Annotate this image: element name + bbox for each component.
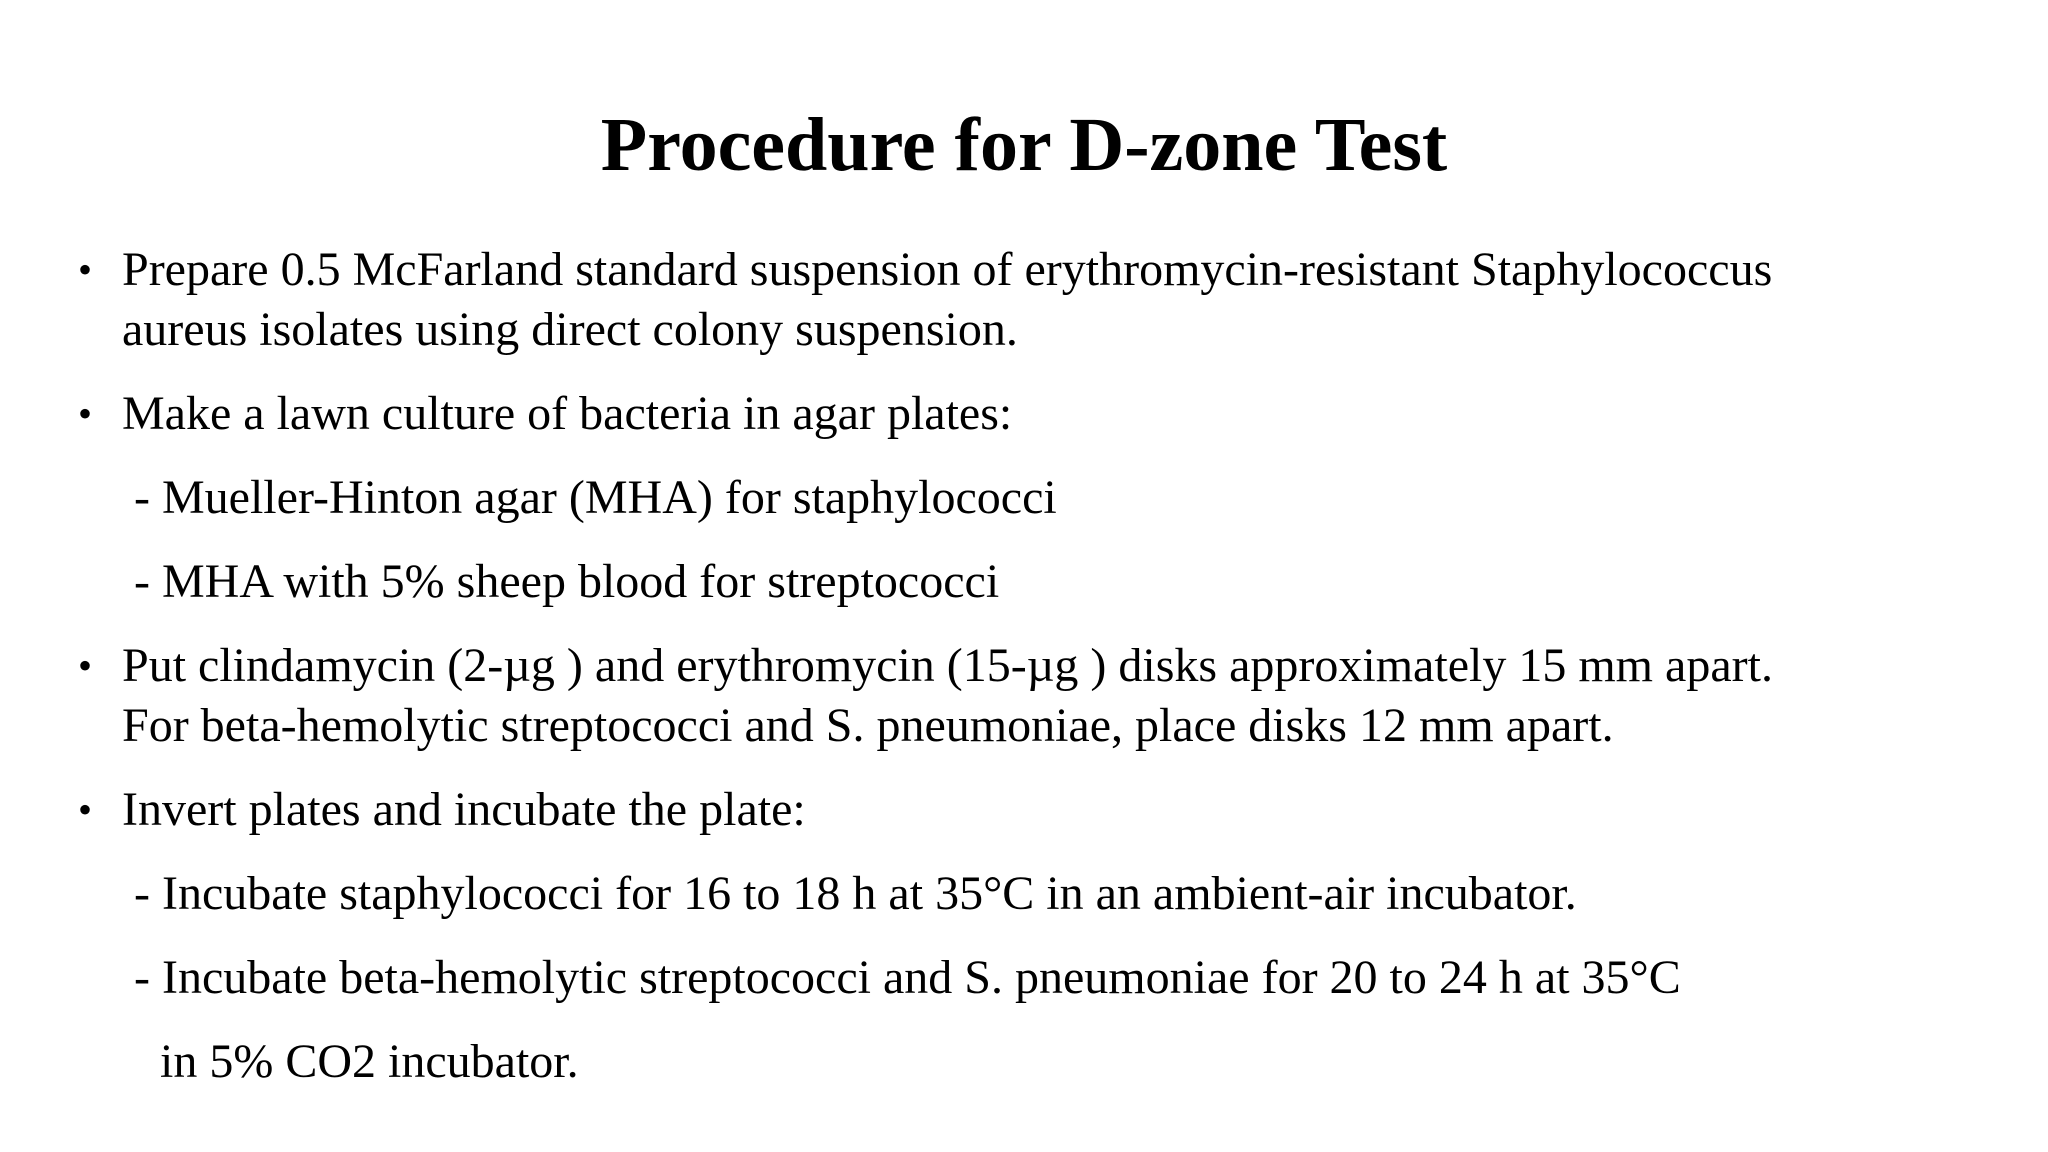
bullet-marker: •: [78, 391, 93, 436]
sub-item-continuation: in 5% CO2 incubator.: [160, 1035, 579, 1088]
sub-item: - MHA with 5% sheep blood for streptococci: [134, 555, 1000, 608]
slide-content: [78, 240, 1978, 1116]
bullet-marker: •: [78, 787, 93, 832]
bullet-text-line: Make a lawn culture of bacteria in agar plates:: [122, 387, 1013, 440]
bullet-marker: •: [78, 247, 93, 292]
sub-item: - Incubate staphylococci for 16 to 18 h at 35°C in an ambient-air incubator.: [134, 867, 1577, 920]
bullet-text-line: Invert plates and incubate the plate:: [122, 783, 806, 836]
bullet-text-line: Prepare 0.5 McFarland standard suspension of erythromycin-resistant Staphylococcus: [122, 243, 1773, 296]
bullet-item: [78, 240, 1978, 360]
bullet-text-line: aureus isolates using direct colony suspension.: [122, 303, 1018, 356]
sub-item: - Incubate beta-hemolytic streptococci and S. pneumoniae for 20 to 24 h at 35°C: [134, 951, 1681, 1004]
bullet-item: [78, 384, 1978, 444]
bullet-marker: •: [78, 643, 93, 688]
bullet-text-line: For beta-hemolytic streptococci and S. pneumoniae, place disks 12 mm apart.: [122, 699, 1614, 752]
bullet-text-line: Put clindamycin (2-µg ) and erythromycin (15-µg ) disks approximately 15 mm apart.: [122, 639, 1773, 692]
sub-item: - Mueller-Hinton agar (MHA) for staphylococci: [134, 471, 1057, 524]
bullet-item: [78, 636, 1978, 756]
bullet-item: [78, 780, 1978, 840]
slide-title: Procedure for D-zone Test: [600, 103, 1448, 187]
